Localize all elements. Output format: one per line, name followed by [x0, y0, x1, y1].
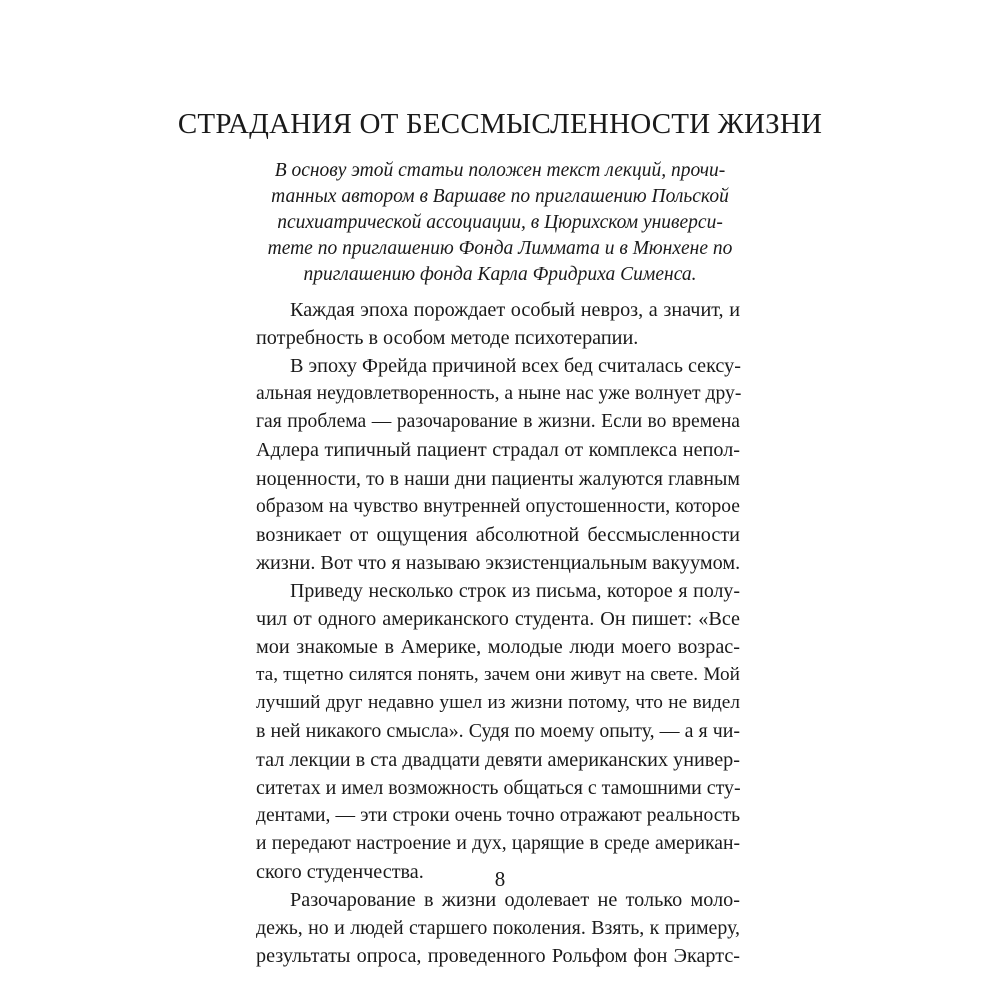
paragraph-1 — [256, 296, 740, 352]
epigraph-line: В основу этой статьи положен текст лекций, прочи- — [274, 160, 726, 181]
text-line: потребность в особом методе психотерапии. — [256, 327, 639, 350]
text-line: образом на чувство внутренней опустошенности, которое — [256, 495, 740, 517]
text-line: чил от одного американского студента. Он пишет: «Все — [256, 608, 740, 631]
epigraph-line: приглашению фонда Карла Фридриха Сименса. — [303, 264, 697, 285]
text-line: лучший друг недавно ушел из жизни потому, что не видел — [256, 692, 740, 714]
text-line: ского студенчества. — [256, 860, 424, 883]
text-line: дежь, но и людей старшего поколения. Взять, к примеру, — [256, 917, 740, 940]
text-line: возникает от ощущения абсолютной бессмысленности — [256, 523, 740, 546]
page-number: 8 — [494, 867, 506, 891]
text-line: тал лекции в ста двадцати девяти американских универ- — [256, 748, 740, 771]
text-line: В эпоху Фрейда причиной всех бед считалась сексу- — [290, 355, 741, 378]
paragraph-3 — [256, 577, 740, 886]
text-line: мои знакомые в Америке, молодые люди моего возрас- — [256, 636, 740, 659]
text-line: ситетах и имел возможность общаться с тамошними сту- — [256, 776, 741, 799]
epigraph-line: тете по приглашению Фонда Лиммата и в Мюнхене по — [267, 238, 733, 259]
text-line: и передают настроение и дух, царящие в среде американ- — [256, 832, 740, 854]
text-line: в ней никакого смысла». Судя по моему опыту, — а я чи- — [256, 720, 740, 743]
text-line: Каждая эпоха порождает особый невроз, а значит, и — [290, 299, 740, 321]
paragraph-2 — [256, 352, 740, 577]
text-line: та, тщетно силятся понять, зачем они живут на свете. Мой — [256, 664, 740, 686]
text-line: Разочарование в жизни одолевает не только моло- — [290, 888, 740, 911]
text-line: жизни. Вот что я называю экзистенциальным вакуумом. — [256, 551, 741, 574]
text-line: Приведу несколько строк из письма, которое я полу- — [290, 579, 740, 602]
text-line: гая проблема — разочарование в жизни. Если во времена — [256, 411, 740, 433]
text-line: дентами, — эти строки очень точно отражают реальность — [256, 804, 740, 826]
text-line: ноценности, то в наши дни пациенты жалуются главным — [256, 467, 740, 490]
text-line: Адлера типичный пациент страдал от комплекса непол- — [256, 439, 740, 462]
epigraph — [0, 158, 1000, 288]
epigraph-line: танных автором в Варшаве по приглашению Польской — [271, 186, 729, 207]
text-line: альная неудовлетворенность, а ныне нас уже волнует дру- — [256, 383, 742, 405]
epigraph-line: психиатрической ассоциации, в Цюрихском универси- — [277, 212, 723, 233]
text-line: результаты опроса, проведенного Рольфом фон Экартс- — [256, 945, 740, 968]
chapter-title: СТРАДАНИЯ ОТ БЕССМЫСЛЕННОСТИ ЖИЗНИ — [177, 108, 823, 140]
paragraph-4 — [256, 886, 740, 970]
